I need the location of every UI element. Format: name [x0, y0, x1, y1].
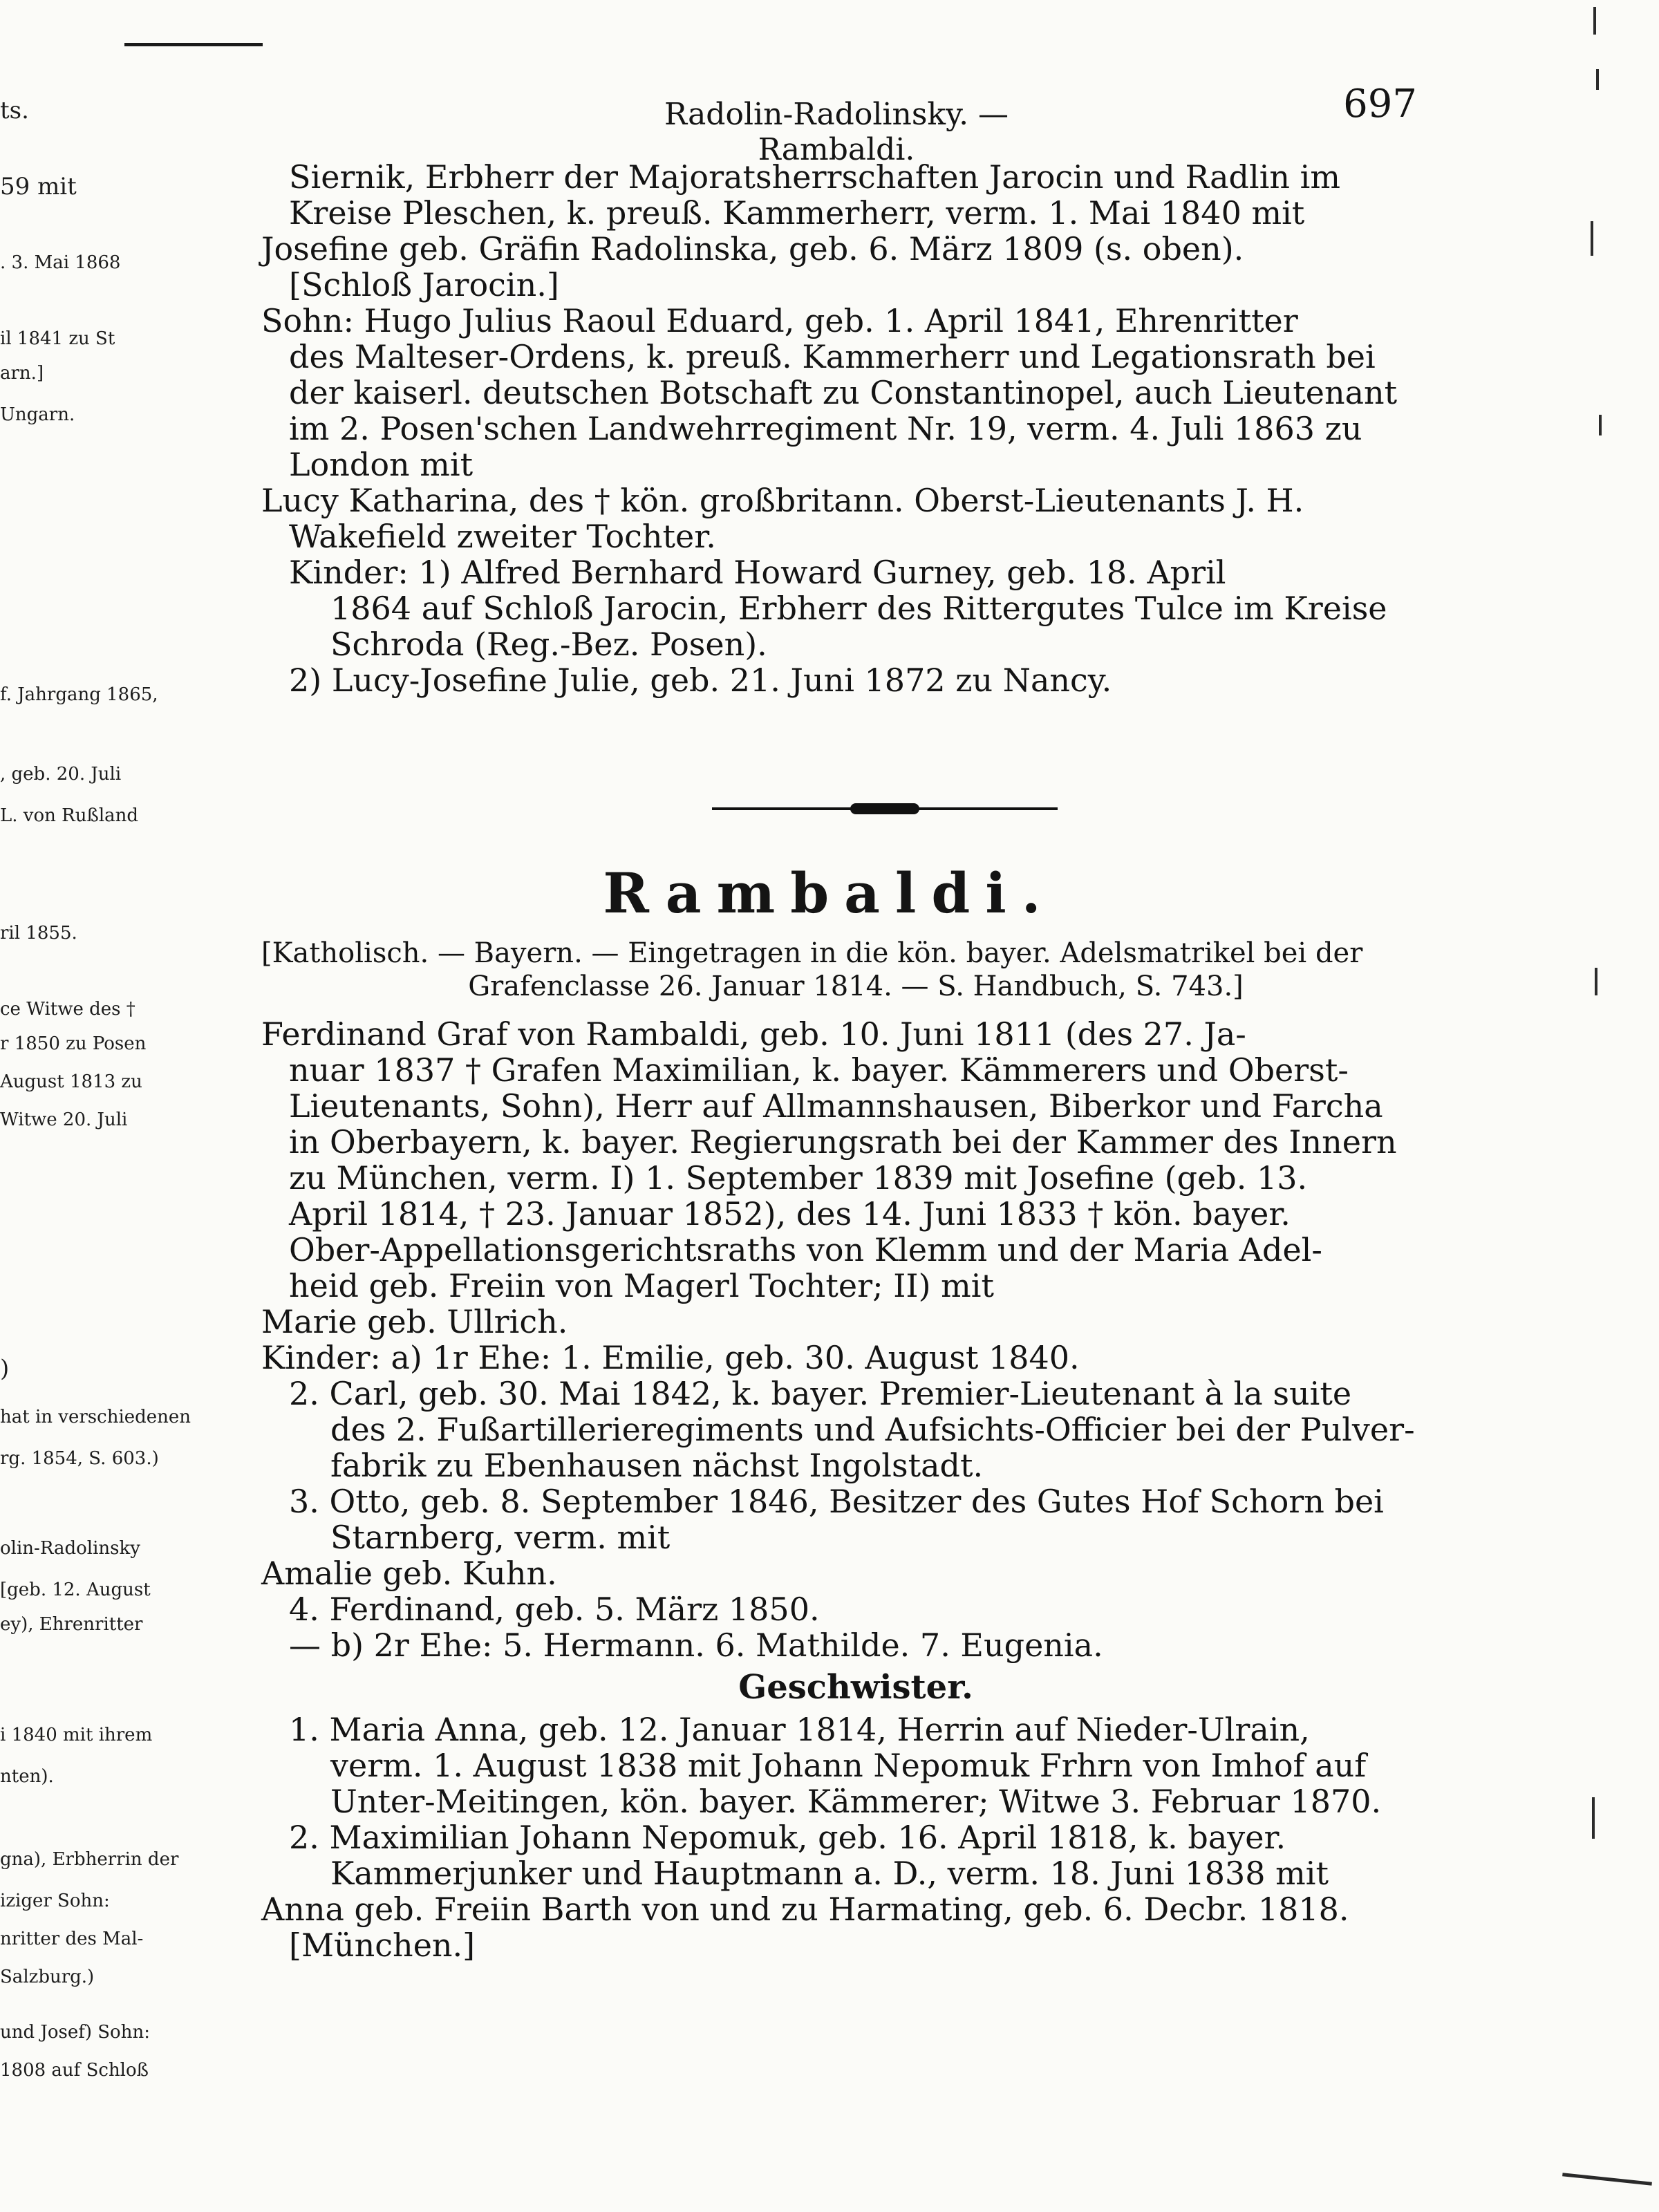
text-line: April 1814, † 23. Januar 1852), des 14. Juni 1833 † kön. bayer.: [289, 1195, 1291, 1232]
left-margin-remnants: [0, 0, 191, 2212]
margin-line: 59 mit: [0, 173, 77, 200]
text-line: Siernik, Erbherr der Majoratsherrschaften Jarocin und Radlin im: [289, 158, 1341, 196]
text-line: zu München, verm. I) 1. September 1839 mit Josefine (geb. 13.: [289, 1159, 1308, 1197]
text-line: Schroda (Reg.-Bez. Posen).: [330, 626, 767, 663]
text-line: heid geb. Freiin von Magerl Tochter; II) mit: [289, 1267, 994, 1304]
text-line: Unter-Meitingen, kön. bayer. Kämmerer; Witwe 3. Februar 1870.: [330, 1783, 1382, 1820]
margin-line: hat in verschiedenen: [0, 1407, 191, 1427]
margin-line: f. Jahrgang 1865,: [0, 684, 158, 705]
text-line: Wakefield zweiter Tochter.: [289, 518, 716, 555]
margin-line: ril 1855.: [0, 923, 77, 944]
section-note: [261, 937, 1450, 1003]
margin-line: iziger Sohn:: [0, 1891, 110, 1911]
margin-line: und Josef) Sohn:: [0, 2022, 150, 2043]
text-line: der kaiserl. deutschen Botschaft zu Constantinopel, auch Lieutenant: [289, 374, 1398, 411]
rambaldi-entry: [261, 1016, 1450, 1963]
margin-line: . 3. Mai 1868: [0, 252, 121, 273]
margin-line: Salzburg.): [0, 1967, 95, 1987]
text-line: Ober-Appellationsgerichtsraths von Klemm und der Maria Adel-: [289, 1231, 1322, 1268]
text-line: Amalie geb. Kuhn.: [261, 1555, 557, 1592]
text-line: Kammerjunker und Hauptmann a. D., verm. 18. Juni 1838 mit: [330, 1855, 1329, 1892]
margin-line: L. von Rußland: [0, 805, 139, 826]
margin-line: , geb. 20. Juli: [0, 764, 122, 785]
margin-line: il 1841 zu St: [0, 328, 115, 349]
margin-line: 1808 auf Schloß: [0, 2060, 149, 2081]
margin-line: ): [0, 1355, 10, 1382]
text-line: 4. Ferdinand, geb. 5. März 1850.: [289, 1591, 820, 1628]
text-line: 1864 auf Schloß Jarocin, Erbherr des Rittergutes Tulce im Kreise: [330, 590, 1387, 627]
margin-line: olin-Radolinsky: [0, 1538, 140, 1559]
note-line: [Katholisch. — Bayern. — Eingetragen in die kön. bayer. Adelsmatrikel bei der: [261, 937, 1363, 969]
text-line: Lieutenants, Sohn), Herr auf Allmannshausen, Biberkor und Farcha: [289, 1087, 1383, 1125]
text-line: [München.]: [289, 1927, 476, 1964]
note-line: Grafenclasse 26. Januar 1814. — S. Handbuch, S. 743.]: [468, 971, 1244, 1002]
margin-line: r 1850 zu Posen: [0, 1033, 147, 1054]
text-line: fabrik zu Ebenhausen nächst Ingolstadt.: [330, 1447, 984, 1484]
text-line: [Schloß Jarocin.]: [289, 266, 559, 303]
margin-line: i 1840 mit ihrem: [0, 1725, 153, 1745]
text-line: 1. Maria Anna, geb. 12. Januar 1814, Herrin auf Nieder-Ulrain,: [289, 1711, 1310, 1748]
text-line: 2. Carl, geb. 30. Mai 1842, k. bayer. Premier-Lieutenant à la suite: [289, 1375, 1352, 1412]
text-line: 2) Lucy-Josefine Julie, geb. 21. Juni 1872 zu Nancy.: [289, 662, 1112, 699]
section-divider: [712, 803, 1058, 814]
text-line: im 2. Posen'schen Landwehrregiment Nr. 19, verm. 4. Juli 1863 zu: [289, 410, 1362, 447]
text-line: des Malteser-Ordens, k. preuß. Kammerherr und Legationsrath bei: [289, 338, 1376, 375]
text-line: Kreise Pleschen, k. preuß. Kammerherr, verm. 1. Mai 1840 mit: [289, 194, 1305, 232]
margin-line: ce Witwe des †: [0, 999, 135, 1020]
margin-line: ts.: [0, 97, 29, 124]
siblings-heading: Geschwister.: [738, 1668, 973, 1707]
text-line: Sohn: Hugo Julius Raoul Eduard, geb. 1. April 1841, Ehrenritter: [261, 302, 1298, 339]
margin-line: rg. 1854, S. 603.): [0, 1448, 159, 1469]
text-line: nuar 1837 † Grafen Maximilian, k. bayer. Kämmerers und Oberst-: [289, 1051, 1349, 1089]
margin-line: [geb. 12. August: [0, 1580, 151, 1600]
margin-line: nten).: [0, 1766, 54, 1787]
margin-line: Ungarn.: [0, 404, 75, 425]
text-line: Marie geb. Ullrich.: [261, 1303, 568, 1340]
margin-line: nritter des Mal-: [0, 1929, 144, 1949]
text-line: Lucy Katharina, des † kön. großbritann. Oberst-Lieutenants J. H.: [261, 482, 1304, 519]
text-line: 3. Otto, geb. 8. September 1846, Besitzer des Gutes Hof Schorn bei: [289, 1483, 1384, 1520]
text-line: 2. Maximilian Johann Nepomuk, geb. 16. April 1818, k. bayer.: [289, 1819, 1286, 1856]
scan-edge-top: [124, 43, 263, 46]
text-line: Josefine geb. Gräfin Radolinska, geb. 6. März 1809 (s. oben).: [261, 230, 1244, 268]
margin-line: ey), Ehrenritter: [0, 1614, 143, 1635]
text-line: Kinder: a) 1r Ehe: 1. Emilie, geb. 30. August 1840.: [261, 1339, 1080, 1376]
radolin-entry: [261, 159, 1450, 698]
text-line: Kinder: 1) Alfred Bernhard Howard Gurney, geb. 18. April: [289, 554, 1226, 591]
text-line: London mit: [289, 446, 474, 483]
running-head: Radolin-Radolinsky. — Rambaldi.: [664, 97, 1009, 167]
text-line: verm. 1. August 1838 mit Johann Nepomuk Frhrn von Imhof auf: [330, 1747, 1367, 1784]
text-line: in Oberbayern, k. bayer. Regierungsrath bei der Kammer des Innern: [289, 1123, 1397, 1161]
margin-line: August 1813 zu: [0, 1071, 142, 1092]
page-number: 697: [1343, 82, 1417, 126]
text-line: Anna geb. Freiin Barth von und zu Harmating, geb. 6. Decbr. 1818.: [261, 1891, 1349, 1928]
text-line: des 2. Fußartillerieregiments und Aufsichts-Officier bei der Pulver-: [330, 1411, 1415, 1448]
margin-line: Witwe 20. Juli: [0, 1109, 128, 1130]
margin-line: arn.]: [0, 363, 44, 384]
text-line: Ferdinand Graf von Rambaldi, geb. 10. Juni 1811 (des 27. Ja-: [261, 1015, 1246, 1053]
text-line: Starnberg, verm. mit: [330, 1519, 671, 1556]
section-title: Rambaldi.: [603, 861, 1056, 926]
scan-edge-right: [1586, 0, 1614, 2212]
margin-line: gna), Erbherrin der: [0, 1849, 179, 1870]
text-line: — b) 2r Ehe: 5. Hermann. 6. Mathilde. 7. Eugenia.: [289, 1627, 1103, 1664]
